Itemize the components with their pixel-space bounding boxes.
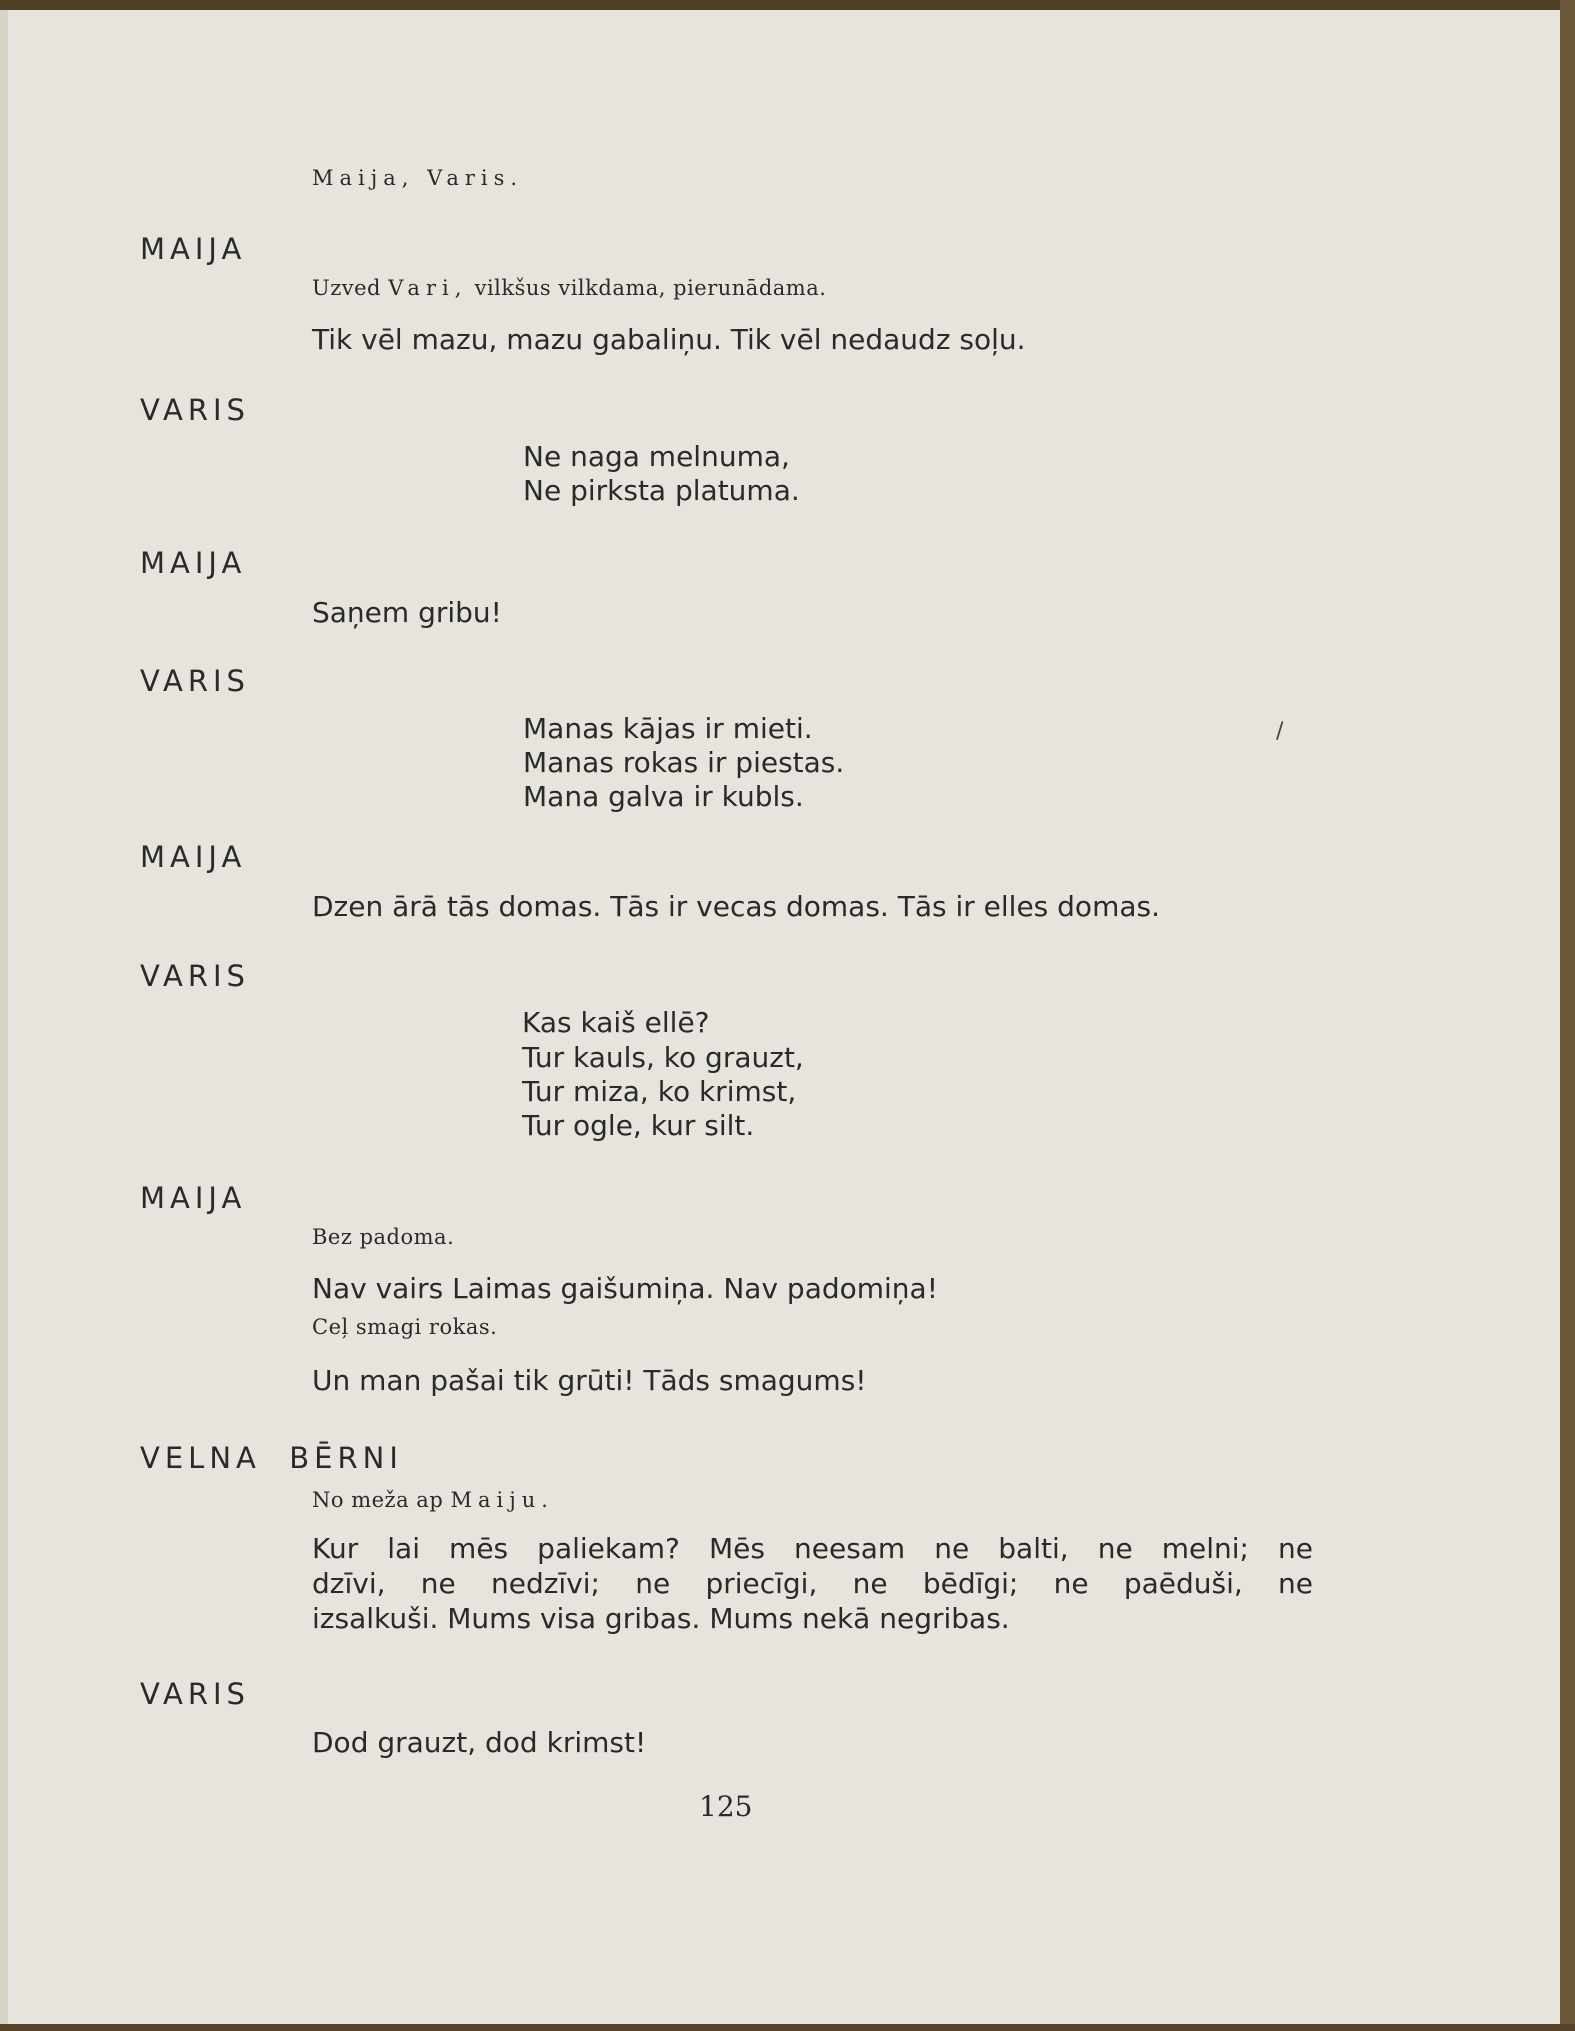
paragraph-line: dzīvi, ne nedzīvi; ne priecīgi, ne bēdīgi; ne paēduši, ne (312, 1567, 1313, 1600)
scene-characters: Maija, Varis. (312, 166, 524, 190)
speaker-name: VARIS (140, 959, 250, 993)
dialogue-line: Nav vairs Laimas gaišumiņa. Nav padomiņa! (312, 1272, 938, 1305)
verse-line: Tur ogle, kur silt. (522, 1109, 755, 1142)
book-bottom-edge (0, 2024, 1575, 2031)
paragraph-line: Kur lai mēs paliekam? Mēs neesam ne balti, ne melni; ne (312, 1532, 1313, 1565)
verse-line: Tur miza, ko krimst, (522, 1075, 797, 1108)
dialogue-line: Un man pašai tik grūti! Tāds smagums! (312, 1364, 867, 1397)
page-number: 125 (699, 1790, 753, 1823)
dialogue-line: Dzen ārā tās domas. Tās ir vecas domas. Tās ir elles domas. (312, 890, 1160, 923)
speaker-name: VARIS (140, 664, 250, 698)
book-spine-edge (1560, 0, 1575, 2031)
paragraph-line: izsalkuši. Mums visa gribas. Mums nekā negribas. (312, 1602, 1010, 1635)
dialogue-line: Saņem gribu! (312, 596, 502, 629)
direction-text: vilkšus vilkdama, pierunādama. (474, 276, 827, 300)
book-top-edge (0, 0, 1575, 10)
speaker-name: VARIS (140, 1677, 250, 1711)
stage-direction (312, 1488, 554, 1512)
verse-line: Manas rokas ir piestas. (523, 746, 845, 779)
dialogue-paragraph (312, 1531, 1313, 1636)
direction-character: Maiju. (450, 1488, 554, 1512)
margin-mark: / (1276, 719, 1284, 744)
verse-line: Ne naga melnuma, (523, 440, 790, 473)
verse-line: Kas kaiš ellē? (522, 1006, 710, 1039)
direction-character: Vari, (388, 276, 468, 300)
verse-line: Mana galva ir kubls. (523, 780, 804, 813)
speaker-name: VARIS (140, 393, 250, 427)
dialogue-line: Dod grauzt, dod krimst! (312, 1726, 647, 1759)
speaker-name: MAIJA (140, 232, 247, 266)
verse-line: Tur kauls, ko grauzt, (522, 1041, 804, 1074)
stage-direction (312, 276, 826, 300)
stage-direction: Bez padoma. (312, 1225, 455, 1249)
speaker-name: VELNA BĒRNI (140, 1441, 403, 1475)
verse-line: Manas kājas ir mieti. (523, 712, 813, 745)
direction-text: Uzved (312, 276, 381, 300)
verse-line: Ne pirksta platuma. (523, 474, 800, 507)
speaker-name: MAIJA (140, 1181, 247, 1215)
dialogue-line: Tik vēl mazu, mazu gabaliņu. Tik vēl nedaudz soļu. (312, 323, 1026, 356)
speaker-name: MAIJA (140, 840, 247, 874)
page-left-edge (0, 10, 8, 2024)
speaker-name: MAIJA (140, 546, 247, 580)
direction-text: No meža ap (312, 1488, 444, 1512)
stage-direction: Ceļ smagi rokas. (312, 1315, 498, 1339)
